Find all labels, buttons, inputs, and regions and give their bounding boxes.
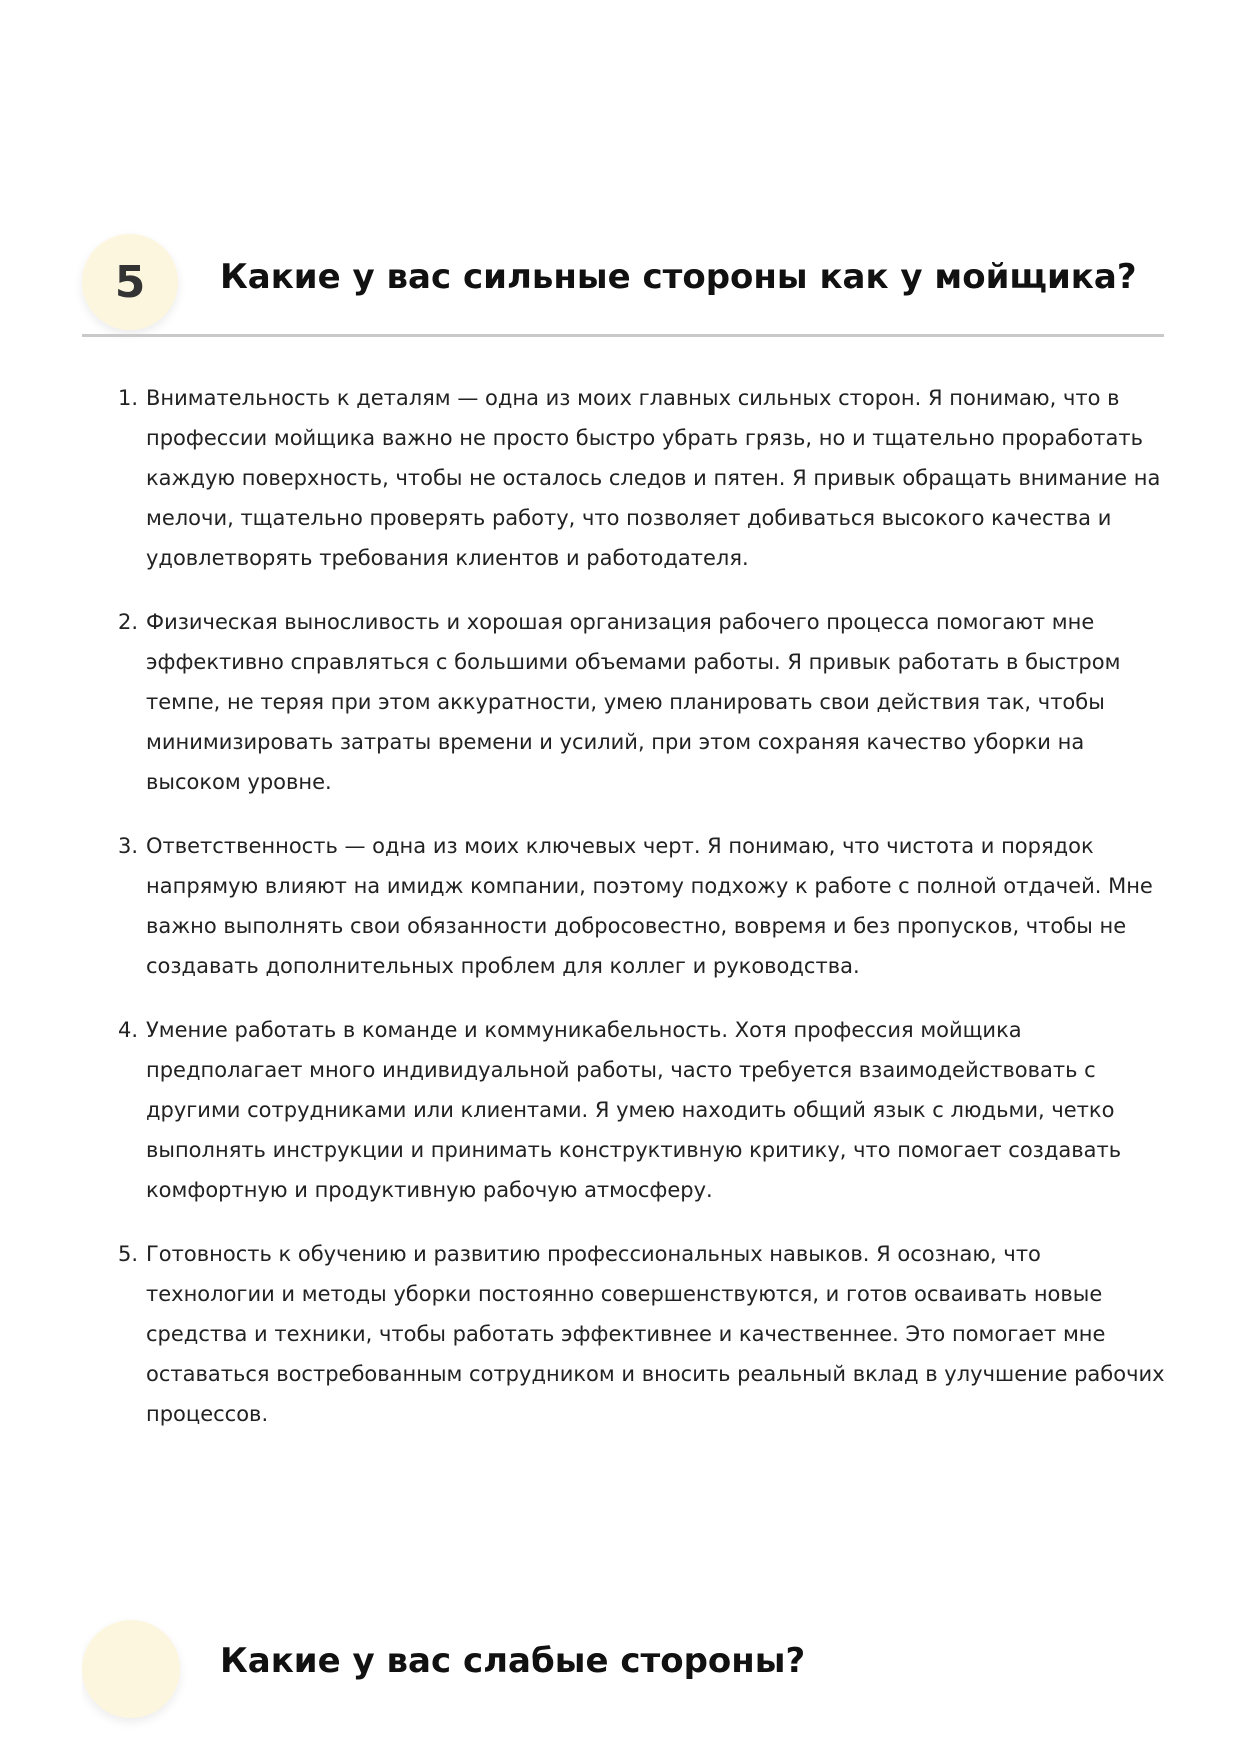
section-divider <box>82 334 1164 337</box>
section-number-badge <box>82 1620 180 1718</box>
strengths-list <box>118 378 1168 1458</box>
list-item-number: 2. <box>118 610 139 634</box>
list-item-number: 5. <box>118 1242 139 1266</box>
section-title: Какие у вас слабые стороны? <box>220 1641 806 1681</box>
section-header-strengths <box>82 234 1164 334</box>
list-item-text: Ответственность — одна из моих ключевых черт. Я понимаю, что чистота и порядок напрямую влияют на имидж компании, поэтому подхожу к работе с полной отдачей. Мне важно выполнять свои обязанности добросовестно, вовремя и без пропусков, чтобы не создавать дополнительных проблем для коллег и руководства. <box>146 834 1153 978</box>
list-item <box>118 1234 1168 1434</box>
section-number-badge: 5 <box>82 234 178 330</box>
section-header-weaknesses <box>82 1612 1164 1753</box>
list-item-text: Физическая выносливость и хорошая организация рабочего процесса помогают мне эффективно справляться с большими объемами работы. Я привык работать в быстром темпе, не теряя при этом аккуратности, умею планировать свои действия так, чтобы минимизировать затраты времени и усилий, при этом сохраняя качество уборки на высоком уровне. <box>146 610 1121 794</box>
list-item <box>118 378 1168 578</box>
section-title: Какие у вас сильные стороны как у мойщика? <box>220 257 1137 297</box>
list-item-text: Умение работать в команде и коммуникабельность. Хотя профессия мойщика предполагает много индивидуальной работы, часто требуется взаимодействовать с другими сотрудниками или клиентами. Я умею находить общий язык с людьми, четко выполнять инструкции и принимать конструктивную критику, что помогает создавать комфортную и продуктивную рабочую атмосферу. <box>146 1018 1122 1202</box>
list-item <box>118 602 1168 802</box>
list-item-text: Готовность к обучению и развитию профессиональных навыков. Я осознаю, что технологии и методы уборки постоянно совершенствуются, и готов осваивать новые средства и техники, чтобы работать эффективнее и качественнее. Это помогает мне оставаться востребованным сотрудником и вносить реальный вклад в улучшение рабочих процессов. <box>146 1242 1165 1426</box>
list-item-text: Внимательность к деталям — одна из моих главных сильных сторон. Я понимаю, что в профессии мойщика важно не просто быстро убрать грязь, но и тщательно проработать каждую поверхность, чтобы не осталось следов и пятен. Я привык обращать внимание на мелочи, тщательно проверять работу, что позволяет добиваться высокого качества и удовлетворять требования клиентов и работодателя. <box>146 386 1161 570</box>
list-item <box>118 1010 1168 1210</box>
list-item-number: 1. <box>118 386 139 410</box>
list-item-number: 4. <box>118 1018 139 1042</box>
list-item <box>118 826 1168 986</box>
list-item-number: 3. <box>118 834 139 858</box>
